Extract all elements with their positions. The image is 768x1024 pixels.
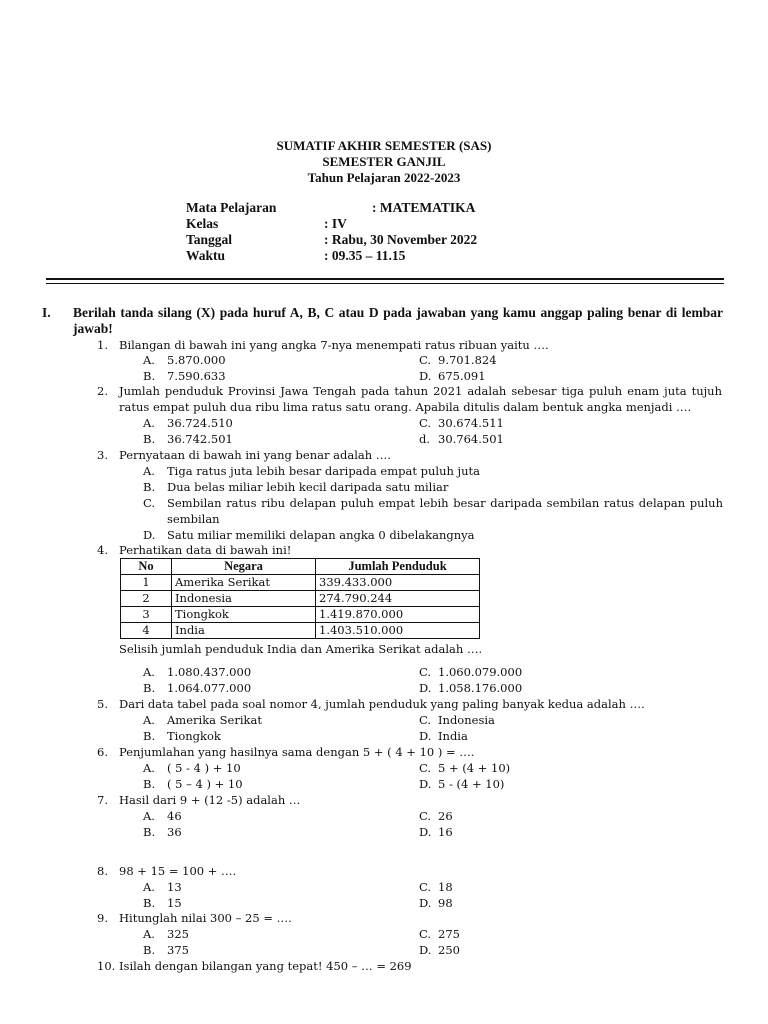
option-letter: C. — [419, 416, 432, 430]
table-header: Jumlah Penduduk — [316, 559, 480, 575]
question-text: Isilah dengan bilangan yang tepat! 450 – … = 269 — [119, 959, 412, 973]
option-letter: D. — [419, 825, 432, 839]
option-text: 16 — [438, 825, 453, 839]
option-text: 7.590.633 — [167, 369, 226, 383]
question-number: 1. — [97, 338, 108, 352]
table-cell: 1.419.870.000 — [316, 607, 480, 623]
question-number: 5. — [97, 697, 108, 711]
option-letter: D. — [143, 528, 156, 542]
option-letter: B. — [143, 729, 156, 743]
option-text: Tiga ratus juta lebih besar daripada empat puluh juta — [167, 464, 480, 478]
question-number: 7. — [97, 793, 108, 807]
question-text: Hasil dari 9 + (12 -5) adalah … — [119, 793, 301, 807]
table-cell: 339.433.000 — [316, 575, 480, 591]
section-number: I. — [42, 305, 51, 320]
question-text: Jumlah penduduk Provinsi Jawa Tengah pada tahun 2021 adalah sebesar tiga puluh enam juta tujuh ratus empat puluh dua ribu lima ratus satu orang. Apabila ditulis dalam bentuk angka menjadi …. — [119, 384, 722, 414]
option-text: 18 — [438, 880, 453, 894]
option-text: 5.870.000 — [167, 353, 226, 367]
option-text: Dua belas miliar lebih kecil daripada satu miliar — [167, 480, 449, 494]
question-text: Bilangan di bawah ini yang angka 7-nya menempati ratus ribuan yaitu …. — [119, 338, 549, 352]
table-cell: 1 — [121, 575, 172, 591]
population-table — [120, 558, 480, 639]
question-number: 9. — [97, 911, 108, 925]
question-text: Perhatikan data di bawah ini! — [119, 543, 292, 557]
table-header: Negara — [172, 559, 316, 575]
meta-value: : Rabu, 30 November 2022 — [324, 232, 478, 247]
table-header: No — [121, 559, 172, 575]
option-text: 98 — [438, 896, 453, 910]
option-letter: D. — [419, 777, 432, 791]
exam-semester: SEMESTER GANJIL — [322, 154, 446, 169]
option-text: ( 5 – 4 ) + 10 — [167, 777, 243, 791]
option-letter: C. — [419, 880, 432, 894]
option-text: Satu miliar memiliki delapan angka 0 dibelakangnya — [167, 528, 475, 542]
table-row — [121, 607, 480, 623]
question-number: 8. — [97, 864, 108, 878]
option-text: Tiongkok — [167, 729, 221, 743]
option-letter: C. — [419, 927, 432, 941]
question-number: 6. — [97, 745, 108, 759]
exam-header — [0, 138, 768, 186]
option-letter: C. — [419, 809, 432, 823]
table-row — [121, 591, 480, 607]
option-text: 30.764.501 — [438, 432, 504, 446]
question-text: 98 + 15 = 100 + …. — [119, 864, 237, 878]
header-divider-thin — [46, 283, 724, 284]
option-text: India — [438, 729, 468, 743]
option-letter: B. — [143, 896, 156, 910]
option-letter: D. — [419, 369, 432, 383]
option-text: 275 — [438, 927, 460, 941]
table-cell: 274.790.244 — [316, 591, 480, 607]
option-letter: A. — [143, 416, 155, 430]
option-text: 26 — [438, 809, 453, 823]
option-text: Sembilan ratus ribu delapan puluh empat lebih besar daripada sembilan ratus delapan puluh sembilan — [167, 496, 723, 526]
table-cell: 4 — [121, 623, 172, 639]
option-letter: B. — [143, 943, 156, 957]
option-letter: A. — [143, 353, 155, 367]
table-cell: 2 — [121, 591, 172, 607]
question-text: Dari data tabel pada soal nomor 4, jumlah penduduk yang paling banyak kedua adalah …. — [119, 697, 645, 711]
exam-year: Tahun Pelajaran 2022-2023 — [307, 170, 461, 185]
table-row — [121, 575, 480, 591]
option-letter: D. — [419, 681, 432, 695]
option-text: 15 — [167, 896, 182, 910]
question-number: 10. — [97, 959, 116, 973]
meta-value: : IV — [324, 216, 347, 231]
option-letter: C. — [143, 496, 156, 510]
option-letter: D. — [419, 729, 432, 743]
table-cell: Indonesia — [172, 591, 316, 607]
option-text: 375 — [167, 943, 189, 957]
option-letter: A. — [143, 761, 155, 775]
option-letter: B. — [143, 681, 156, 695]
option-text: 13 — [167, 880, 182, 894]
table-cell: Tiongkok — [172, 607, 316, 623]
option-text: 1.058.176.000 — [438, 681, 523, 695]
option-text: 36.724.510 — [167, 416, 233, 430]
option-letter: A. — [143, 927, 155, 941]
option-text: 675.091 — [438, 369, 486, 383]
option-text: 1.080.437.000 — [167, 665, 252, 679]
option-text: 5 + (4 + 10) — [438, 761, 511, 775]
question-number: 4. — [97, 543, 108, 557]
option-letter: A. — [143, 809, 155, 823]
meta-value: : MATEMATIKA — [372, 200, 476, 215]
option-letter: C. — [419, 761, 432, 775]
option-letter: C. — [419, 665, 432, 679]
table-cell: Amerika Serikat — [172, 575, 316, 591]
option-text: 46 — [167, 809, 182, 823]
option-letter: B. — [143, 825, 156, 839]
option-letter: C. — [419, 353, 432, 367]
option-text: 5 - (4 + 10) — [438, 777, 505, 791]
option-letter: A. — [143, 713, 155, 727]
exam-title: SUMATIF AKHIR SEMESTER (SAS) — [276, 138, 492, 153]
option-letter: B. — [143, 777, 156, 791]
option-text: 250 — [438, 943, 460, 957]
option-letter: A. — [143, 464, 155, 478]
option-letter: D. — [419, 943, 432, 957]
option-text: 1.060.079.000 — [438, 665, 523, 679]
table-cell: India — [172, 623, 316, 639]
table-cell: 1.403.510.000 — [316, 623, 480, 639]
question-text: Hitunglah nilai 300 – 25 = …. — [119, 911, 292, 925]
option-text: Indonesia — [438, 713, 495, 727]
option-letter: B. — [143, 480, 156, 494]
meta-label: Tanggal — [186, 232, 233, 247]
table-cell: 3 — [121, 607, 172, 623]
header-divider-thick — [46, 278, 724, 280]
option-letter: D. — [419, 896, 432, 910]
option-text: 9.701.824 — [438, 353, 497, 367]
option-text: ( 5 - 4 ) + 10 — [167, 761, 241, 775]
question-text: Selisih jumlah penduduk India dan Amerika Serikat adalah …. — [119, 642, 483, 656]
option-text: Amerika Serikat — [167, 713, 262, 727]
table-row — [121, 623, 480, 639]
question-number: 3. — [97, 448, 108, 462]
option-letter: d. — [419, 432, 431, 446]
option-letter: C. — [419, 713, 432, 727]
option-text: 36 — [167, 825, 182, 839]
option-letter: B. — [143, 369, 156, 383]
question-text: Penjumlahan yang hasilnya sama dengan 5 + ( 4 + 10 ) = …. — [119, 745, 475, 759]
meta-label: Waktu — [186, 248, 226, 263]
section-instruction: Berilah tanda silang (X) pada huruf A, B, C atau D pada jawaban yang kamu anggap paling benar di lembar jawab! — [73, 305, 723, 336]
option-text: 1.064.077.000 — [167, 681, 252, 695]
option-letter: A. — [143, 665, 155, 679]
option-text: 36.742.501 — [167, 432, 233, 446]
option-letter: A. — [143, 880, 155, 894]
option-text: 30.674.511 — [438, 416, 504, 430]
meta-value: : 09.35 – 11.15 — [324, 248, 406, 263]
option-text: 325 — [167, 927, 189, 941]
table-header-row — [121, 559, 480, 575]
question-number: 2. — [97, 384, 108, 398]
option-letter: B. — [143, 432, 156, 446]
meta-label: Mata Pelajaran — [186, 200, 277, 215]
meta-label: Kelas — [186, 216, 219, 231]
question-text: Pernyataan di bawah ini yang benar adalah …. — [119, 448, 391, 462]
